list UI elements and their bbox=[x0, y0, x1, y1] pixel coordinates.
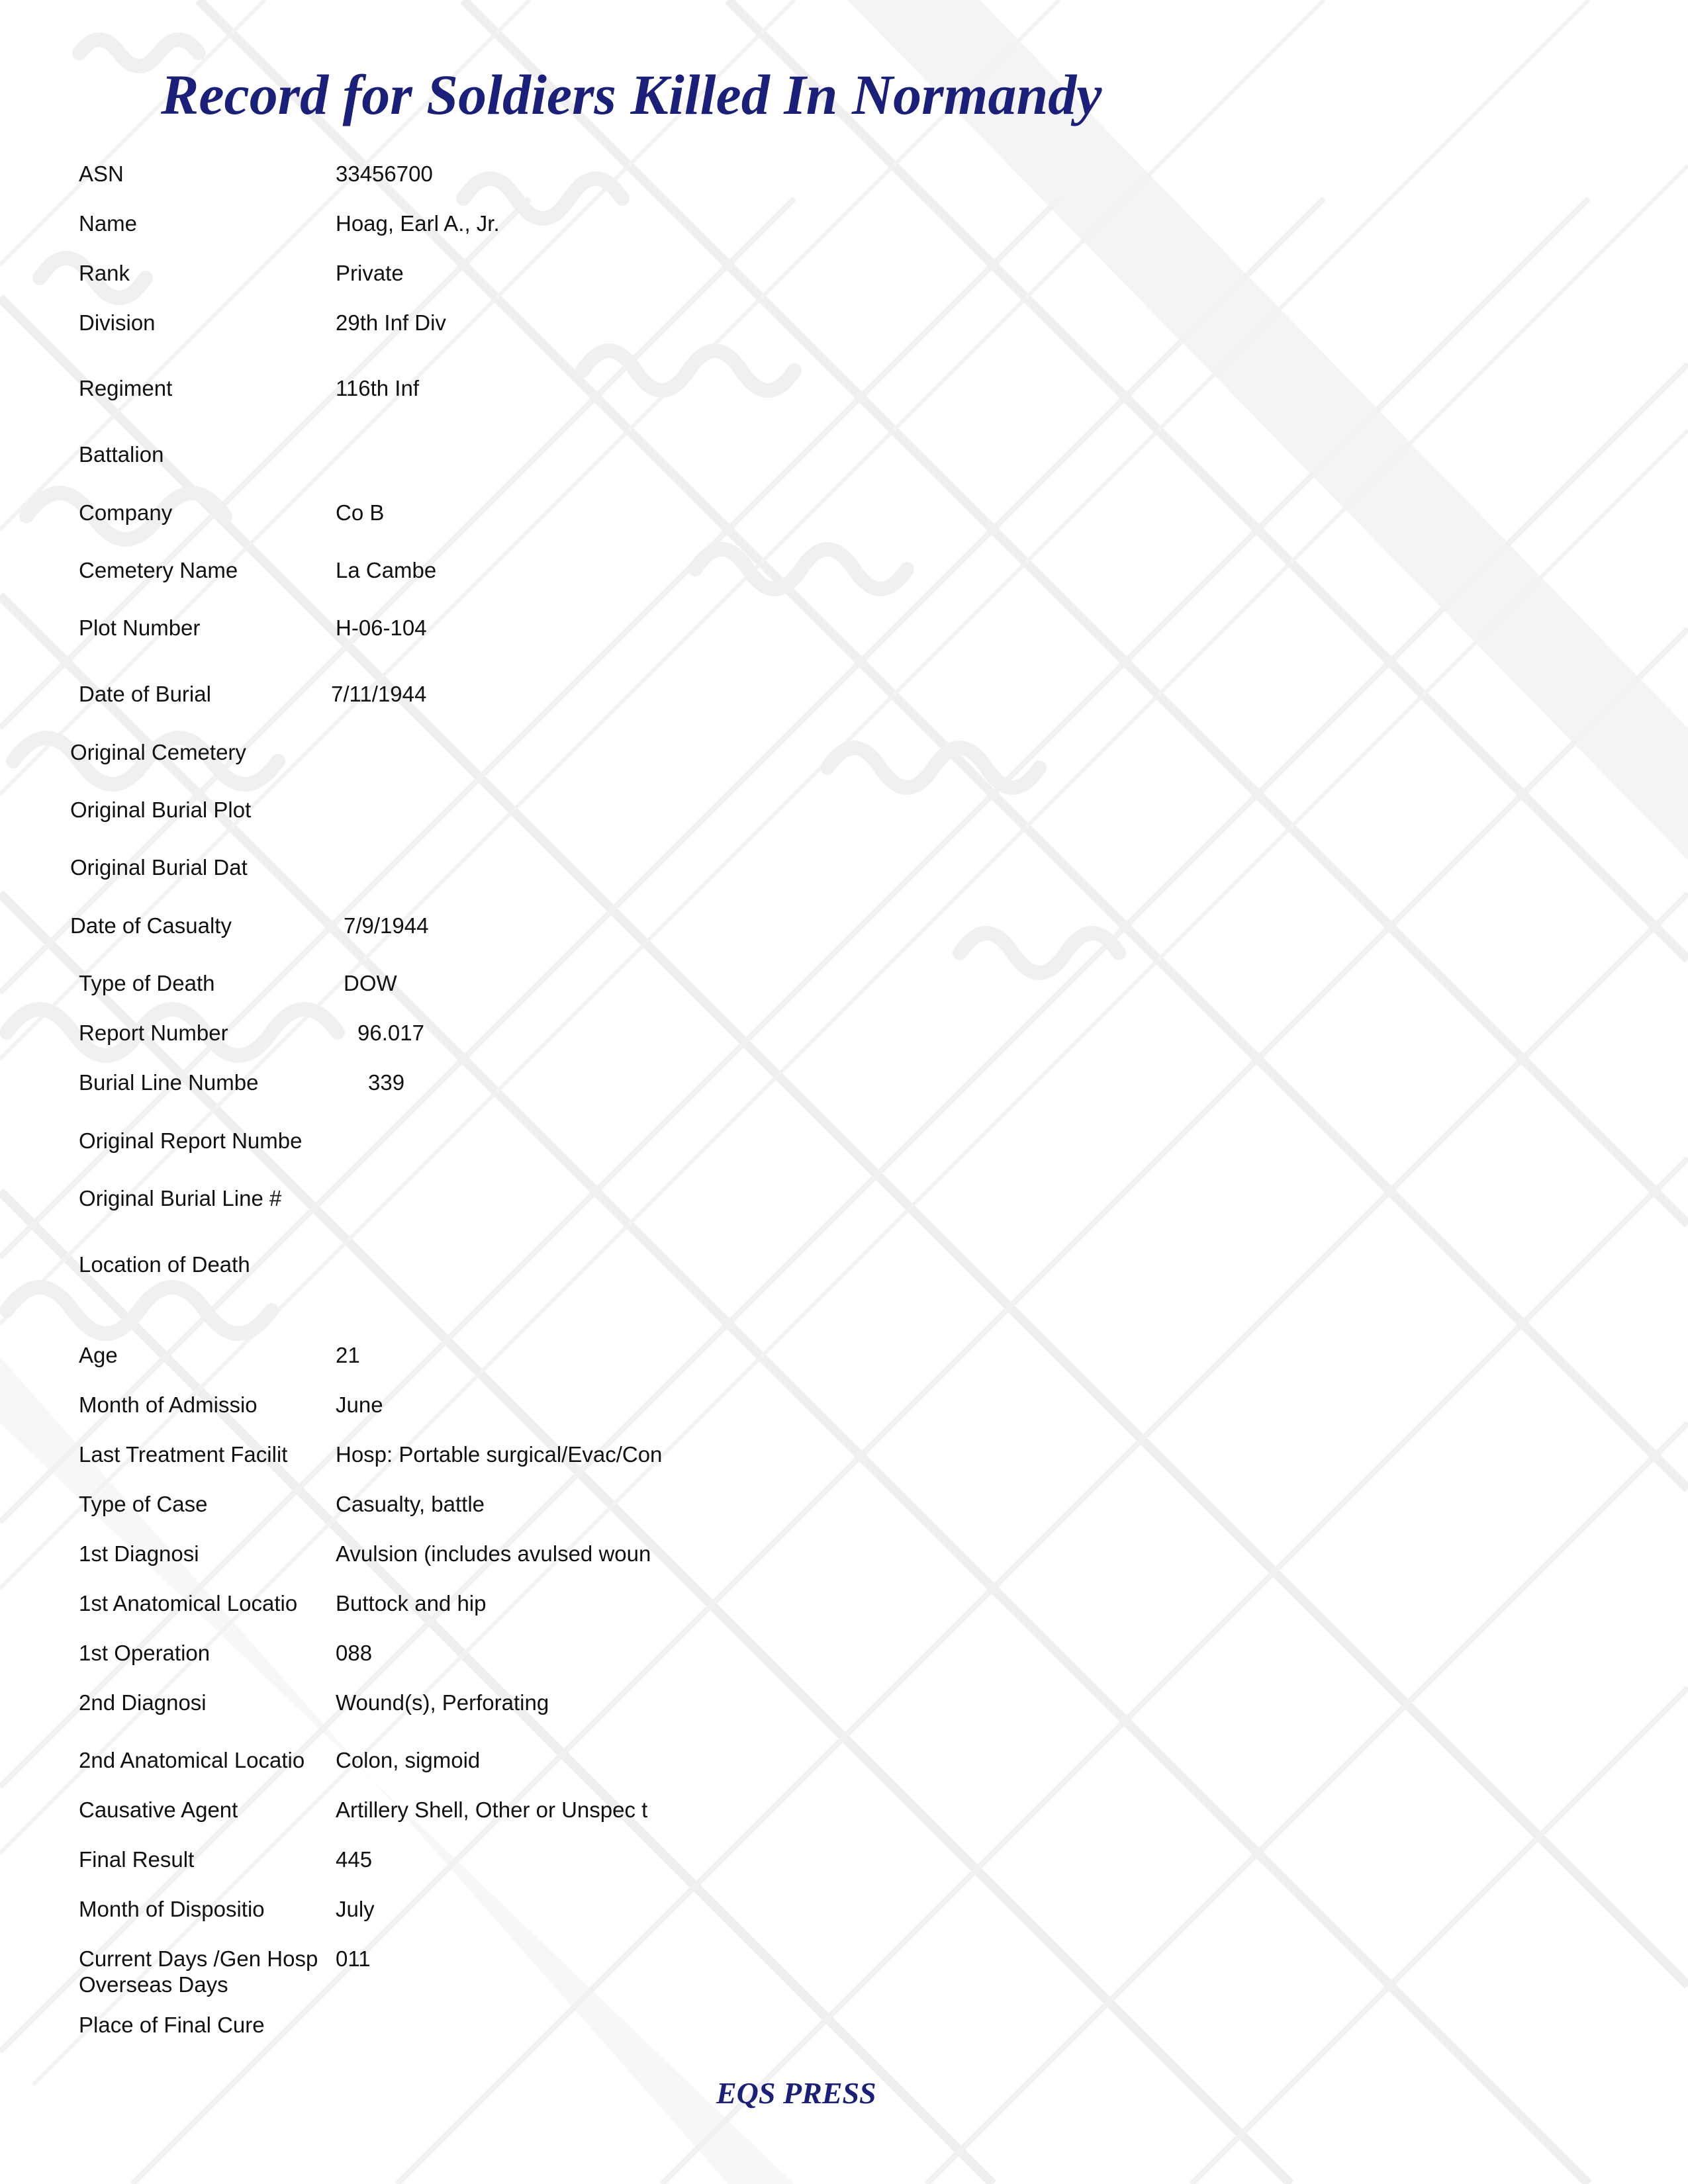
field-label: Overseas Days bbox=[79, 1972, 228, 1997]
field-label: Original Burial Line # bbox=[79, 1186, 282, 1210]
field-label: Battalion bbox=[79, 442, 164, 467]
field-label: Regiment bbox=[79, 376, 173, 400]
field-value: H-06-104 bbox=[336, 615, 427, 640]
field-label: Location of Death bbox=[79, 1252, 250, 1277]
field-value: Casualty, battle bbox=[336, 1492, 485, 1516]
field-value: 445 bbox=[336, 1847, 373, 1872]
field-label: 1st Diagnosi bbox=[79, 1541, 199, 1566]
field-value: 33456700 bbox=[336, 161, 433, 186]
field-label: Original Report Numbe bbox=[79, 1128, 303, 1153]
field-value: Buttock and hip bbox=[336, 1591, 487, 1615]
field-value: June bbox=[336, 1392, 383, 1417]
field-label: Division bbox=[79, 310, 156, 335]
field-value: July bbox=[336, 1897, 375, 1921]
publisher-footer: EQS PRESS bbox=[716, 2076, 876, 2110]
field-label: Month of Admissio bbox=[79, 1392, 258, 1417]
field-label: Cemetery Name bbox=[79, 558, 238, 582]
field-value: 088 bbox=[336, 1641, 373, 1665]
field-value: Hosp: Portable surgical/Evac/Con bbox=[336, 1442, 663, 1467]
field-label: Report Number bbox=[79, 1021, 228, 1045]
field-value: Artillery Shell, Other or Unspec t bbox=[336, 1797, 648, 1822]
field-label: Date of Casualty bbox=[70, 913, 232, 938]
field-value: Avulsion (includes avulsed woun bbox=[336, 1541, 651, 1566]
field-label: 1st Anatomical Locatio bbox=[79, 1591, 298, 1615]
field-label: Current Days /Gen Hosp bbox=[79, 1946, 318, 1971]
field-label: ASN bbox=[79, 161, 124, 186]
field-label: Type of Death bbox=[79, 971, 215, 995]
field-value: 7/9/1944 bbox=[344, 913, 429, 938]
field-label: Plot Number bbox=[79, 615, 201, 640]
field-label: Rank bbox=[79, 261, 130, 285]
field-value: 96.017 bbox=[357, 1021, 424, 1045]
field-label: Type of Case bbox=[79, 1492, 208, 1516]
field-value: Hoag, Earl A., Jr. bbox=[336, 211, 500, 236]
field-value: 116th Inf bbox=[336, 376, 419, 400]
field-value: 339 bbox=[368, 1070, 405, 1095]
field-value: 7/11/1944 bbox=[331, 682, 427, 706]
field-label: Place of Final Cure bbox=[79, 2013, 265, 2037]
field-label: 2nd Anatomical Locatio bbox=[79, 1748, 305, 1772]
field-label: Company bbox=[79, 500, 173, 525]
field-label: Month of Dispositio bbox=[79, 1897, 265, 1921]
field-label: Original Burial Dat bbox=[70, 855, 248, 880]
page-title: Record for Soldiers Killed In Normandy bbox=[161, 63, 1102, 126]
field-value: La Cambe bbox=[336, 558, 437, 582]
field-value: DOW bbox=[344, 971, 397, 995]
field-label: Name bbox=[79, 211, 138, 236]
field-value: Private bbox=[336, 261, 404, 285]
field-label: 2nd Diagnosi bbox=[79, 1690, 207, 1715]
field-value: Wound(s), Perforating bbox=[336, 1690, 549, 1715]
field-value: 011 bbox=[336, 1946, 371, 1971]
field-label: 1st Operation bbox=[79, 1641, 211, 1665]
field-label: Final Result bbox=[79, 1847, 195, 1872]
field-label: Date of Burial bbox=[79, 682, 211, 706]
field-label: Last Treatment Facilit bbox=[79, 1442, 288, 1467]
field-value: 29th Inf Div bbox=[336, 310, 446, 335]
field-label: Causative Agent bbox=[79, 1797, 238, 1822]
field-label: Age bbox=[79, 1343, 118, 1367]
field-label: Original Burial Plot bbox=[70, 797, 252, 822]
field-label: Burial Line Numbe bbox=[79, 1070, 259, 1095]
field-value: 21 bbox=[336, 1343, 360, 1367]
field-value: Colon, sigmoid bbox=[336, 1748, 481, 1772]
field-label: Original Cemetery bbox=[70, 740, 246, 764]
field-value: Co B bbox=[336, 500, 385, 525]
